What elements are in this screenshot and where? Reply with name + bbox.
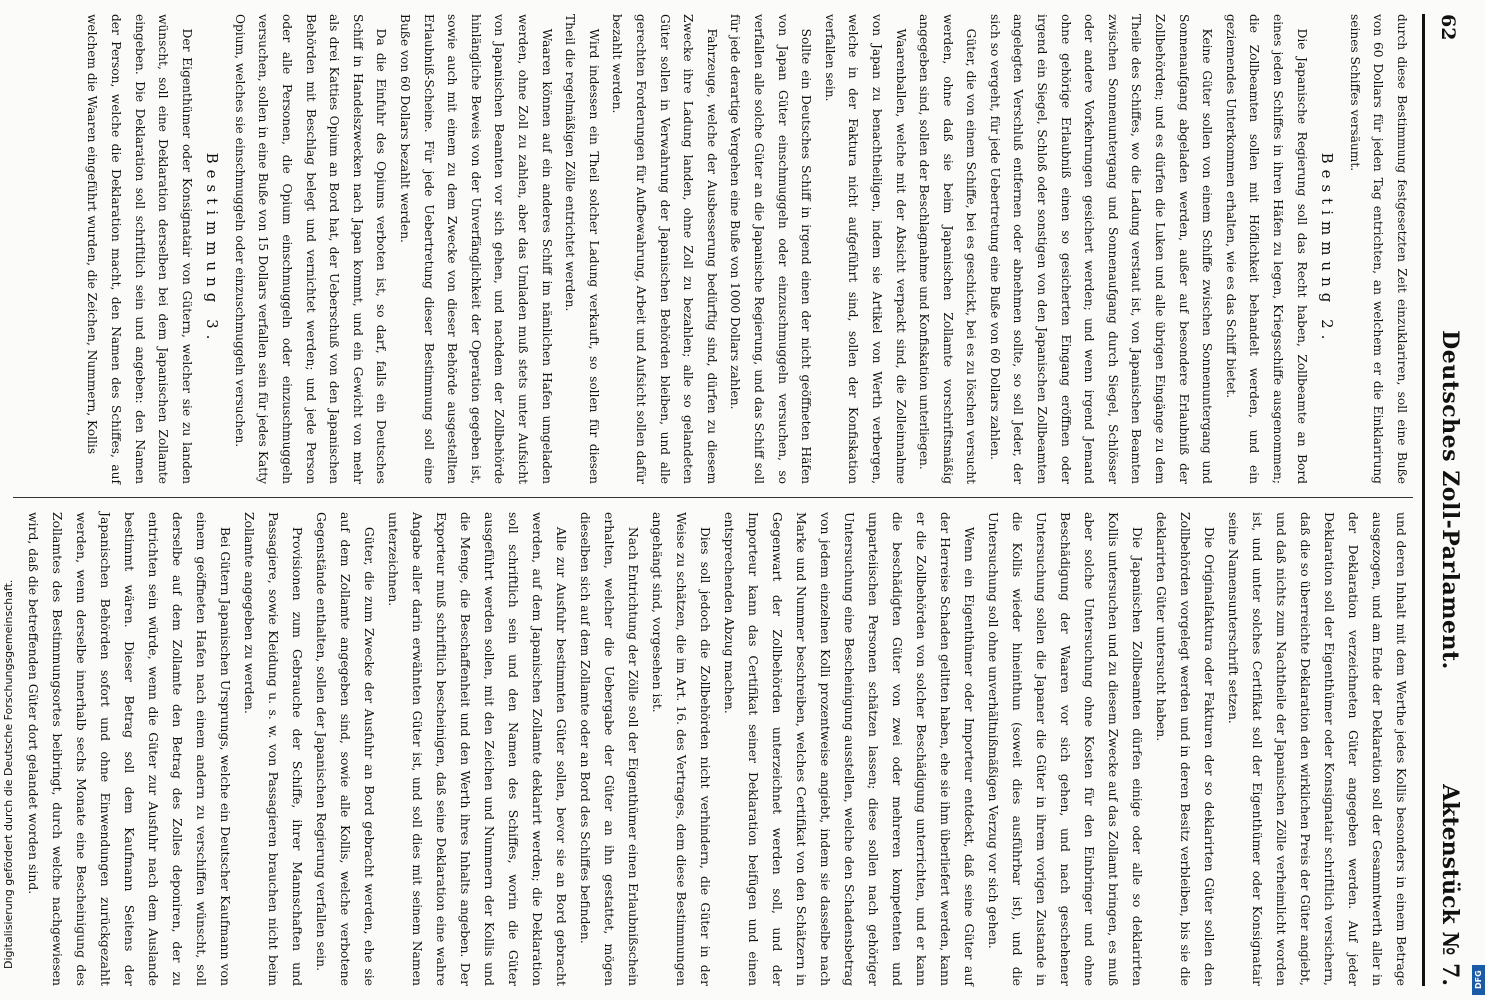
paragraph: Keine Güter sollen von einem Schiffe zwischen Sonnenuntergang und Sonnenaufgang abgeladen werden, außer auf besondere Erlaubniß der Zollbehörden; und es dürfen die Luken und alle übrigen Eingänge zu dem Theile des Schiffes, wo die Ladung verstaut ist, von Japanischen Beamten zwischen Sonnenuntergang und Sonnenaufgang durch Siegel, Schlösser oder andere Vorkehrungen gesichert werden; und wenn irgend Jemand ohne gehörige Erlaubniß einen so gesicherten Eingang eröffnen oder irgend ein Siegel, Schloß oder sonstigen von den Japanischen Zollbeamten angelegten Verschluß entfernen oder abnehmen sollte, so soll Jeder, der sich so vergeht, für jede Uebertretung eine Buße von 60 Dollars zahlen. — [987, 14, 1215, 484]
paragraph: Die Japanische Regierung soll das Recht haben, Zollbeamte an Bord eines jeden Schiffes in ihren Häfen zu legen, Kriegsschiffe ausgenommen; die Zollbeamten sollen mit Höflichkeit behandelt werden, und ein geziemendes Unterkommen erhalten, wie es das Schiff bietet. — [1223, 14, 1309, 484]
paragraph: Bei Gütern Japanischen Ursprungs, welche ein Deutscher Kaufmann von einem geöffneten Hafen nach einem andern zu verschiffen wünscht, soll derselbe auf dem Zollamte den Betrag des Zolles deponiren, der zu entrichten sein würde, wenn die Güter zur Ausfuhr nach dem Auslande bestimmt wären. Dieser Betrag soll dem Kaufmann Seitens der Japanischen Behörden sofort und ohne Einwendungen zurückgezahlt werden, wenn derselbe innerhalb sechs Monate eine Bescheinigung des Zollamtes des Bestimmungsortes beibringt, durch welche nachgewiesen wird, daß die betreffenden Güter dort gelandet worden sind. — [26, 512, 233, 986]
paragraph: Der Eigenthümer oder Konsignatair von Gütern, welcher sie zu landen wünscht, soll eine Deklaration derselben bei dem Japanischen Zollamte eingeben. Die Deklaration soll schriftlich sein und angeben: den Namen der Person, welche die Deklaration macht, den Namen des Schiffes, auf welchem die Waaren eingeführt wurden, die Zeichen, Nummern, Kollis — [85, 14, 194, 484]
paragraph: Nach Entrichtung der Zölle soll der Eigenthümer einen Erlaubnißschein erhalten, welcher die Uebergabe der Güter an ihn gestattet, mögen dieselben sich auf dem Zollamte oder an Bord des Schiffes befinden. — [578, 512, 641, 986]
paragraph: Da die Einfuhr des Opiums verboten ist, so darf, falls ein Deutsches Schiff in Handelszwecken nach Japan kommt, und ein Gewicht von mehr als drei Katties Opium an Bord hat, der Ueberschuß von den Japanischen Behörden mit Beschlag belegt und vernichtet werden; und jede Person oder alle Personen, die Opium einschmuggeln oder einzuschmuggeln versuchen, sollen in eine Buße von 15 Dollars verfallen sein für jedes Katty Opium, welches sie einschmuggeln oder einzuschmuggeln versuchen. — [232, 14, 389, 484]
paragraph: und deren Inhalt mit dem Werthe jedes Kollis besonders in einem Betrage ausgezogen, und am Ende der Deklaration soll der Gesammtwerth aller in der Deklaration verzeichneten Güter angegeben werden. Auf jeder Deklaration soll der Eigenthümer oder Konsignatair schriftlich versichern, daß die so überreichte Deklaration den wirklichen Preis der Güter angiebt, und daß nichts zum Nachtheile der Japanischen Zölle verheimlicht worden ist, und unter solches Certifikat soll der Eigenthümer oder Konsignatair seine Namensunterschrift setzen. — [1226, 512, 1409, 986]
column-divider — [13, 497, 1413, 498]
section-heading-3: Bestimmung 3. — [203, 152, 222, 346]
paragraph: Provisionen zum Gebrauche der Schiffe, ihrer Mannschaften und Passagiere, sowie Kleidung u. s. w. von Passagieren brauchen nicht beim Zollamte angegeben zu werden. — [242, 512, 305, 986]
paragraph: Die Japanischen Zollbeamten dürfen einige oder alle so deklarirten Kollis untersuchen und zu diesem Zwecke auf das Zollamt bringen, es muß aber solche Untersuchung ohne Kosten für den Einbringer und ohne Beschädigung der Waaren vor sich gehen, und nach geschehener Untersuchung sollen die Japaner die Güter in ihrem vorigen Zustande in die Kollis wieder hineinthun (soweit dies ausführbar ist), und die Untersuchung soll ohne unverhältnißmäßigen Verzug vor sich gehen. — [986, 512, 1145, 986]
digitization-credit: Digitalisierung gefördert durch die Deutsche Forschungsgemeinschaft. — [2, 579, 15, 969]
paragraph: Sollte ein Deutsches Schiff in irgend einen der nicht geöffneten Häfen von Japan Güter einschmuggeln oder einzuschmuggeln versuchen, so verfallen alle solche Güter an die Japanische Regierung, und das Schiff soll für jede derartige Vergehen eine Buße von 1000 Dollars zahlen. — [728, 14, 814, 484]
paragraph: Güter, die von einem Schiffe, bei es geschickt, bei es zu löschen versucht werden, ohne daß sie beim Japanischen Zollamte vorschriftsmäßig angegeben sind, sollen der Beschlagnahme und Konfiskation unterliegen. — [917, 14, 979, 484]
dfg-logo-icon: DFG — [1472, 965, 1485, 995]
section-heading-2: Bestimmung 2. — [1318, 152, 1337, 346]
paragraph: Waaren können auf ein anderes Schiff im nämlichen Hafen umgeladen werden, ohne Zoll zu zahlen, aber das Umladen muß stets unter Aufsicht von Japanischen Beamten vor sich gehen, und nachdem der Zollbehörde hinlängliche Beweis von der Unverfänglichkeit der Operation gegeben ist, sowie auch mit einem zu dem Zwecke von dieser Behörde ausgestellten Erlaubniß-Scheine. Für jede Uebertretung dieser Bestimmung soll eine Buße von 60 Dollars bezahlt werden. — [398, 14, 554, 484]
paragraph: Dies soll jedoch die Zollbehörden nicht verhindern, die Güter in der Weise zu schätzen, die im Art. 16. des Vertrages, dem diese Bestimmungen angehängt sind, vorgesehen ist. — [650, 512, 713, 986]
left-column — [80, 14, 1413, 484]
paragraph: Waarenballen, welche mit der Absicht verpackt sind, die Zolleinnahme von Japan zu benachtheiligen, indem sie Artikel von Werth verbergen, welche in der Faktura nicht aufgeführt sind, sollen der Konfiskation verfallen sein. — [822, 14, 908, 484]
paragraph: Alle zur Ausfuhr bestimmten Güter sollen, bevor sie an Bord gebracht werden, auf dem Japanischen Zollamte deklarirt werden; die Deklaration soll schriftlich sein und den Namen des Schiffes, worin die Güter ausgeführt werden sollen, mit den Zeichen und Nummern der Kollis und die Menge, die Beschaffenheit und den Werth ihres Inhalts angeben. Der Exporteur muß schriftlich bescheinigen, daß seine Deklaration eine wahre Angabe aller darin erwähnten Güter ist, und soll dies mit seinem Namen unterzeichnen. — [386, 512, 569, 986]
document-label: Aktenstück № 7. — [1437, 784, 1463, 986]
paragraph: Die Originalfaktura oder Fakturen der so deklarirten Güter sollen den Zollbehörden vorgelegt werden und in deren Besitz verbleiben, bis sie die deklarirten Güter untersucht haben. — [1154, 512, 1217, 986]
paragraph: Fahrzeuge, welche der Ausbesserung bedürftig sind, dürfen zu diesem Zwecke ihre Ladung landen, ohne Zoll zu bezahlen; alle so gelandeten Güter sollen in Verwahrung der Japanischen Behörden bleiben, und alle gerechten Forderungen für Aufbewahrung, Arbeit und Aufsicht sollen dafür bezahlt werden. — [610, 14, 719, 484]
paragraph: Güter, die zum Zwecke der Ausfuhr an Bord gebracht werden, ehe sie auf dem Zollamte angegeben sind, sowie alle Kollis, welche verbotene Gegenstände enthalten, sollen der Japanischen Regierung verfallen sein. — [314, 512, 377, 986]
page-number: 62 — [1437, 14, 1459, 41]
paragraph: Wird indessen ein Theil solcher Ladung verkauft, so sollen für diesen Theil die regelmäßigen Zölle entrichtet werden. — [563, 14, 601, 484]
right-column — [21, 512, 1413, 986]
page-header — [1423, 14, 1463, 986]
paragraph: Wenn ein Eigenthümer oder Importeur entdeckt, daß seine Güter auf der Herreise Schaden gelitten haben, ehe sie ihm überliefert werden, kann er die Zollbehörden von solcher Beschädigung unterrichten, und er kann die beschädigten Güter von zwei oder mehreren kompetenten und unparteiischen Personen schätzen lassen; diese sollen nach gehöriger Untersuchung eine Bescheinigung ausstellen, welche den Schadensbetrag von jedem einzelnen Kolli prozentweise angiebt, indem sie dasselbe nach Marke und Nummer beschreiben, welches Certifikat von den Schätzern in Gegenwart der Zollbehörden unterzeichnet werden soll, und der Importeur kann das Certifikat seiner Deklaration beifügen und einen entsprechenden Abzug machen. — [722, 512, 977, 986]
header-rule — [1422, 14, 1425, 986]
publication-title: Deutsches Zoll-Parlament. — [1437, 330, 1463, 670]
intro-paragraph: durch diese Bestimmung festgesetzten Zeit einzuklariren, soll eine Buße von 60 Dollars für jeden Tag entrichten, an welchem er die Einklarirung seines Schiffes versäumt. — [1347, 14, 1409, 484]
